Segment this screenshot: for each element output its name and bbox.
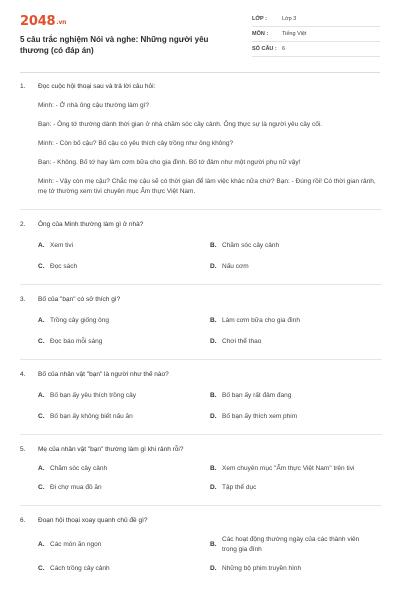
meta-row-count <box>252 42 380 57</box>
option-text: Bố bạn ấy không biết nấu ăn <box>50 413 133 420</box>
option-b[interactable] <box>210 391 382 401</box>
dialogue-line: Bạn: - Ông tớ thường dành thời gian ở nhà chăm sóc cây cảnh. Ông thực sự là người yêu cây cối. <box>38 121 323 128</box>
option-text: Tập thể dục <box>222 484 257 491</box>
option-text: Đọc báo mỗi sáng <box>50 338 103 345</box>
dialogue-line: Bạn: - Không. Bố tớ hay làm cơm bữa cho gia đình. Bố tớ đảm như một người phụ nữ vậy! <box>38 159 301 166</box>
option-d[interactable] <box>210 262 382 272</box>
logo-number: 2048 <box>20 14 56 29</box>
question-number: 3. <box>20 296 26 303</box>
option-b[interactable] <box>210 316 382 326</box>
option-letter: D. <box>210 263 217 270</box>
option-letter: B. <box>210 317 217 324</box>
option-a[interactable] <box>38 464 210 474</box>
option-text: Nấu cơm <box>222 263 249 270</box>
question-5 <box>20 445 382 493</box>
option-letter: A. <box>38 317 45 324</box>
option-c[interactable] <box>38 483 210 493</box>
question-4 <box>20 370 382 422</box>
option-b[interactable] <box>210 535 382 555</box>
question-1 <box>20 82 382 197</box>
option-text: Chăm sóc cây cảnh <box>222 242 280 249</box>
option-letter: C. <box>38 413 45 420</box>
option-b[interactable] <box>210 241 382 251</box>
meta-table <box>252 12 380 57</box>
question-number: 4. <box>20 371 26 378</box>
option-b[interactable] <box>210 464 382 474</box>
option-letter: B. <box>210 465 217 472</box>
option-text: Chơi thể thao <box>222 338 262 345</box>
divider <box>20 209 382 210</box>
option-letter: D. <box>210 484 217 491</box>
option-text: Bố bạn ấy rất đảm đang <box>222 392 292 399</box>
option-d[interactable] <box>210 564 382 574</box>
site-logo[interactable] <box>20 14 66 29</box>
logo-suffix: .vn <box>56 19 67 26</box>
option-a[interactable] <box>38 316 210 326</box>
divider <box>20 284 382 285</box>
options <box>38 316 382 347</box>
question-number: 2. <box>20 221 26 228</box>
option-text: Làm cơm bữa cho gia đình <box>222 317 300 324</box>
meta-value: 6 <box>282 46 286 52</box>
meta-label: SỐ CÂU : <box>252 46 277 52</box>
option-letter: B. <box>210 392 217 399</box>
options <box>38 391 382 422</box>
question-prompt: Ông của Minh thường làm gì ở nhà? <box>38 221 144 228</box>
question-prompt: Đọc cuộc hội thoại sau và trả lời câu hỏi: <box>38 83 156 90</box>
question-number: 6. <box>20 517 26 524</box>
question-6 <box>20 516 382 574</box>
meta-row-class <box>252 12 380 27</box>
options <box>38 535 382 574</box>
option-letter: C. <box>38 484 45 491</box>
dialogue-line: Minh: - Ở nhà ông cậu thường làm gì? <box>38 102 150 109</box>
option-letter: A. <box>38 392 45 399</box>
options <box>38 464 382 493</box>
option-text: Bố bạn ấy yêu thích trồng cây <box>50 392 136 399</box>
question-2 <box>20 220 382 272</box>
options <box>38 241 382 272</box>
option-a[interactable] <box>38 391 210 401</box>
option-d[interactable] <box>210 337 382 347</box>
question-prompt: Bố của nhân vật "bạn" là người như thế nào? <box>38 371 169 378</box>
option-letter: C. <box>38 263 45 270</box>
option-text: Đi chợ mua đồ ăn <box>50 484 102 491</box>
option-a[interactable] <box>38 540 210 550</box>
option-letter: B. <box>210 541 217 548</box>
option-text: Cách trồng cây cảnh <box>50 565 110 572</box>
question-prompt: Mẹ của nhân vật "bạn" thường làm gì khi rảnh rỗi? <box>38 446 184 453</box>
option-a[interactable] <box>38 241 210 251</box>
meta-value: Tiếng Việt <box>282 31 307 37</box>
meta-label: LỚP : <box>252 16 267 22</box>
question-number: 5. <box>20 446 26 453</box>
option-text: Xem tivi <box>50 242 74 249</box>
option-c[interactable] <box>38 564 210 574</box>
option-text: Các món ăn ngon <box>50 541 102 548</box>
option-text: Chăm sóc cây cảnh <box>50 465 108 472</box>
option-text: Những bộ phim truyền hình <box>222 565 302 572</box>
option-letter: A. <box>38 541 45 548</box>
option-text: Các hoạt động thường ngày của các thành viên trong gia đình <box>222 536 360 553</box>
meta-label: MÔN : <box>252 31 269 37</box>
option-c[interactable] <box>38 412 210 422</box>
option-text: Xem chuyên mục "Ẩm thực Việt Nam" trên tivi <box>222 465 355 472</box>
option-letter: D. <box>210 565 217 572</box>
question-number: 1. <box>20 83 26 90</box>
option-letter: D. <box>210 413 217 420</box>
option-letter: A. <box>38 242 45 249</box>
option-d[interactable] <box>210 412 382 422</box>
divider <box>20 359 382 360</box>
option-letter: A. <box>38 465 45 472</box>
divider <box>20 505 382 506</box>
meta-value: Lớp 3 <box>282 16 297 22</box>
divider <box>20 434 382 435</box>
questions-list <box>20 80 382 574</box>
option-c[interactable] <box>38 262 210 272</box>
question-prompt: Đoạn hội thoại xoay quanh chủ đề gì? <box>38 517 148 524</box>
option-letter: C. <box>38 565 45 572</box>
dialogue-line: Minh: - Còn bố cậu? Bố cậu có yêu thích cây trồng như ông không? <box>38 140 234 147</box>
option-text: Đọc sách <box>50 263 78 270</box>
option-letter: D. <box>210 338 217 345</box>
option-d[interactable] <box>210 483 382 493</box>
page-header <box>20 12 380 73</box>
meta-row-subject <box>252 27 380 42</box>
question-prompt: Bố của "bạn" có sở thích gì? <box>38 296 121 303</box>
option-letter: C. <box>38 338 45 345</box>
option-letter: B. <box>210 242 217 249</box>
option-text: Trồng cây giống ông <box>50 317 110 324</box>
page-title: 5 câu trắc nghiệm Nói và nghe: Những người yêu thương (có đáp án) <box>20 35 209 55</box>
option-text: Bố bạn ấy thích xem phim <box>222 413 298 420</box>
dialogue-line: Minh: - Vậy còn mẹ cậu? Chắc mẹ cậu sẽ có thời gian để làm việc khác nữa chứ? Bạn: - Đúng rồi! Có thời gian rảnh, mẹ tớ thường xem tivi chuyên mục Ẩm thực Việt Nam. <box>38 178 376 195</box>
question-3 <box>20 295 382 347</box>
option-c[interactable] <box>38 337 210 347</box>
